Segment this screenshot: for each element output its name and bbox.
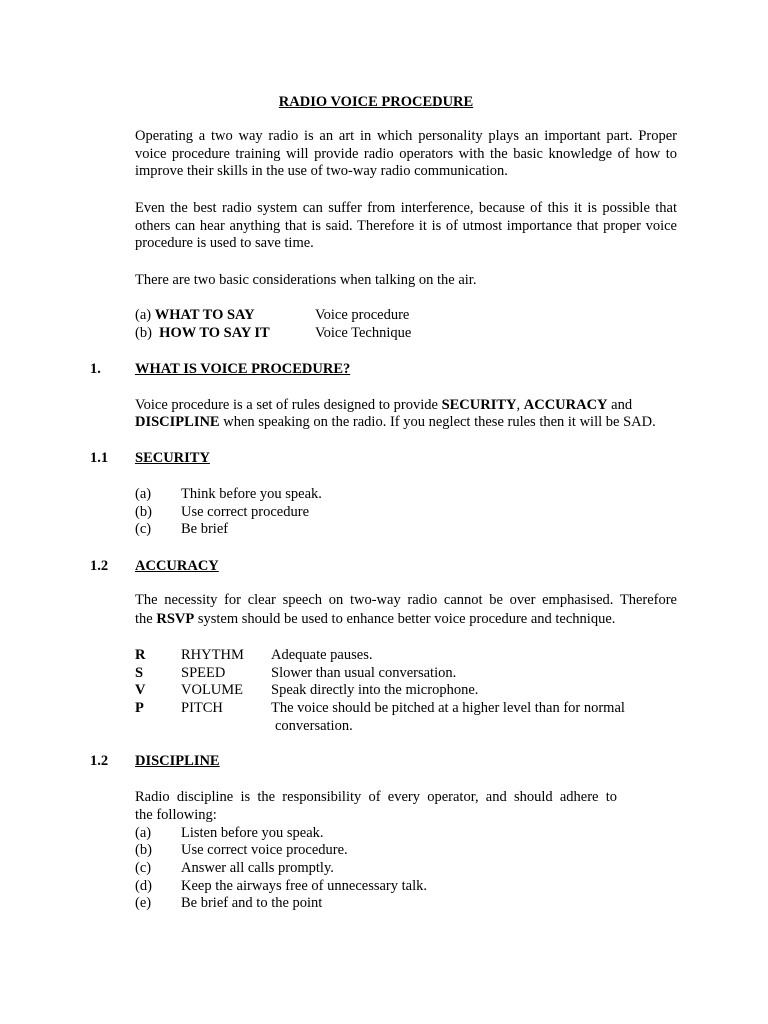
list-marker: (a) bbox=[135, 486, 152, 502]
accuracy-text: the bbox=[135, 611, 157, 627]
list-marker: (c) bbox=[135, 521, 152, 537]
rsvp-word: SPEED bbox=[181, 665, 226, 681]
consideration-a bbox=[135, 306, 255, 324]
rsvp-desc: Slower than usual conversation. bbox=[271, 665, 457, 681]
list-item: Use correct voice procedure. bbox=[181, 842, 348, 858]
rsvp-word: PITCH bbox=[181, 700, 223, 716]
section-number: 1.1 bbox=[90, 450, 109, 466]
section1-line-2 bbox=[135, 413, 656, 431]
intro-paragraph-1: Operating a two way radio is an art in which personality plays an important part. Proper voice procedure training will provide radio operators with the basic knowledge of how to improve their skills in the use of two-way radio communication. bbox=[135, 128, 677, 180]
rsvp-letter: V bbox=[135, 682, 146, 698]
rsvp-desc: Speak directly into the microphone. bbox=[271, 682, 479, 698]
section-number: 1.2 bbox=[90, 753, 109, 769]
list-marker: (d) bbox=[135, 878, 152, 894]
rsvp-desc: Adequate pauses. bbox=[271, 647, 373, 663]
keyword-security: SECURITY bbox=[441, 397, 517, 413]
discipline-intro-1: Radio discipline is the responsibility of every operator, and should adhere to bbox=[135, 789, 617, 805]
rsvp-word: VOLUME bbox=[181, 682, 244, 698]
separator: , bbox=[516, 397, 524, 413]
section1-text: when speaking on the radio. If you neglect these rules then it will be SAD. bbox=[219, 414, 656, 430]
keyword-rsvp: RSVP bbox=[156, 611, 195, 627]
consideration-marker: (b) bbox=[135, 325, 152, 341]
consideration-b bbox=[135, 324, 270, 342]
rsvp-word: RHYTHM bbox=[181, 647, 244, 663]
list-marker: (b) bbox=[135, 842, 152, 858]
list-item: Be brief and to the point bbox=[181, 895, 323, 911]
list-item: Listen before you speak. bbox=[181, 825, 324, 841]
list-marker: (e) bbox=[135, 895, 152, 911]
list-item: Think before you speak. bbox=[181, 486, 322, 502]
list-item: Answer all calls promptly. bbox=[181, 860, 334, 876]
section1-text: and bbox=[607, 397, 633, 413]
accuracy-text: system should be used to enhance better voice procedure and technique. bbox=[194, 611, 616, 627]
intro-paragraph-2: Even the best radio system can suffer from interference, because of this it is possible that others can hear anything that is said. Therefore it is of utmost importance that proper voice procedure is used to save time. bbox=[135, 200, 677, 252]
discipline-intro-2: the following: bbox=[135, 807, 217, 823]
section-heading: SECURITY bbox=[135, 450, 210, 466]
keyword-accuracy: ACCURACY bbox=[523, 397, 608, 413]
list-item: Use correct procedure bbox=[181, 504, 310, 520]
consideration-desc: Voice Technique bbox=[315, 325, 412, 341]
list-item: Be brief bbox=[181, 521, 229, 537]
list-marker: (a) bbox=[135, 825, 152, 841]
consideration-marker: (a) bbox=[135, 307, 152, 323]
consideration-desc: Voice procedure bbox=[315, 307, 410, 323]
keyword-discipline: DISCIPLINE bbox=[135, 414, 220, 430]
intro-paragraph-3: There are two basic considerations when talking on the air. bbox=[135, 272, 477, 288]
section1-line-1 bbox=[135, 396, 632, 414]
section-heading: WHAT IS VOICE PROCEDURE? bbox=[135, 361, 351, 377]
list-item: Keep the airways free of unnecessary talk. bbox=[181, 878, 427, 894]
rsvp-letter: R bbox=[135, 647, 146, 663]
consideration-label: HOW TO SAY IT bbox=[159, 325, 270, 341]
rsvp-letter: S bbox=[135, 665, 144, 681]
section-heading: DISCIPLINE bbox=[135, 753, 220, 769]
accuracy-line-2 bbox=[135, 610, 615, 628]
section1-text: Voice procedure is a set of rules designed to provide bbox=[135, 397, 442, 413]
list-marker: (b) bbox=[135, 504, 152, 520]
section-heading: ACCURACY bbox=[135, 558, 219, 574]
section-number: 1.2 bbox=[90, 558, 109, 574]
rsvp-desc: The voice should be pitched at a higher level than for normal bbox=[271, 700, 625, 716]
consideration-label: WHAT TO SAY bbox=[154, 307, 255, 323]
rsvp-letter: P bbox=[135, 700, 144, 716]
page-title: RADIO VOICE PROCEDURE bbox=[278, 94, 474, 110]
accuracy-line-1: The necessity for clear speech on two-way radio cannot be over emphasised. Therefore bbox=[135, 592, 677, 608]
section-number: 1. bbox=[90, 361, 101, 377]
list-marker: (c) bbox=[135, 860, 152, 876]
rsvp-desc-continued: conversation. bbox=[275, 718, 353, 734]
